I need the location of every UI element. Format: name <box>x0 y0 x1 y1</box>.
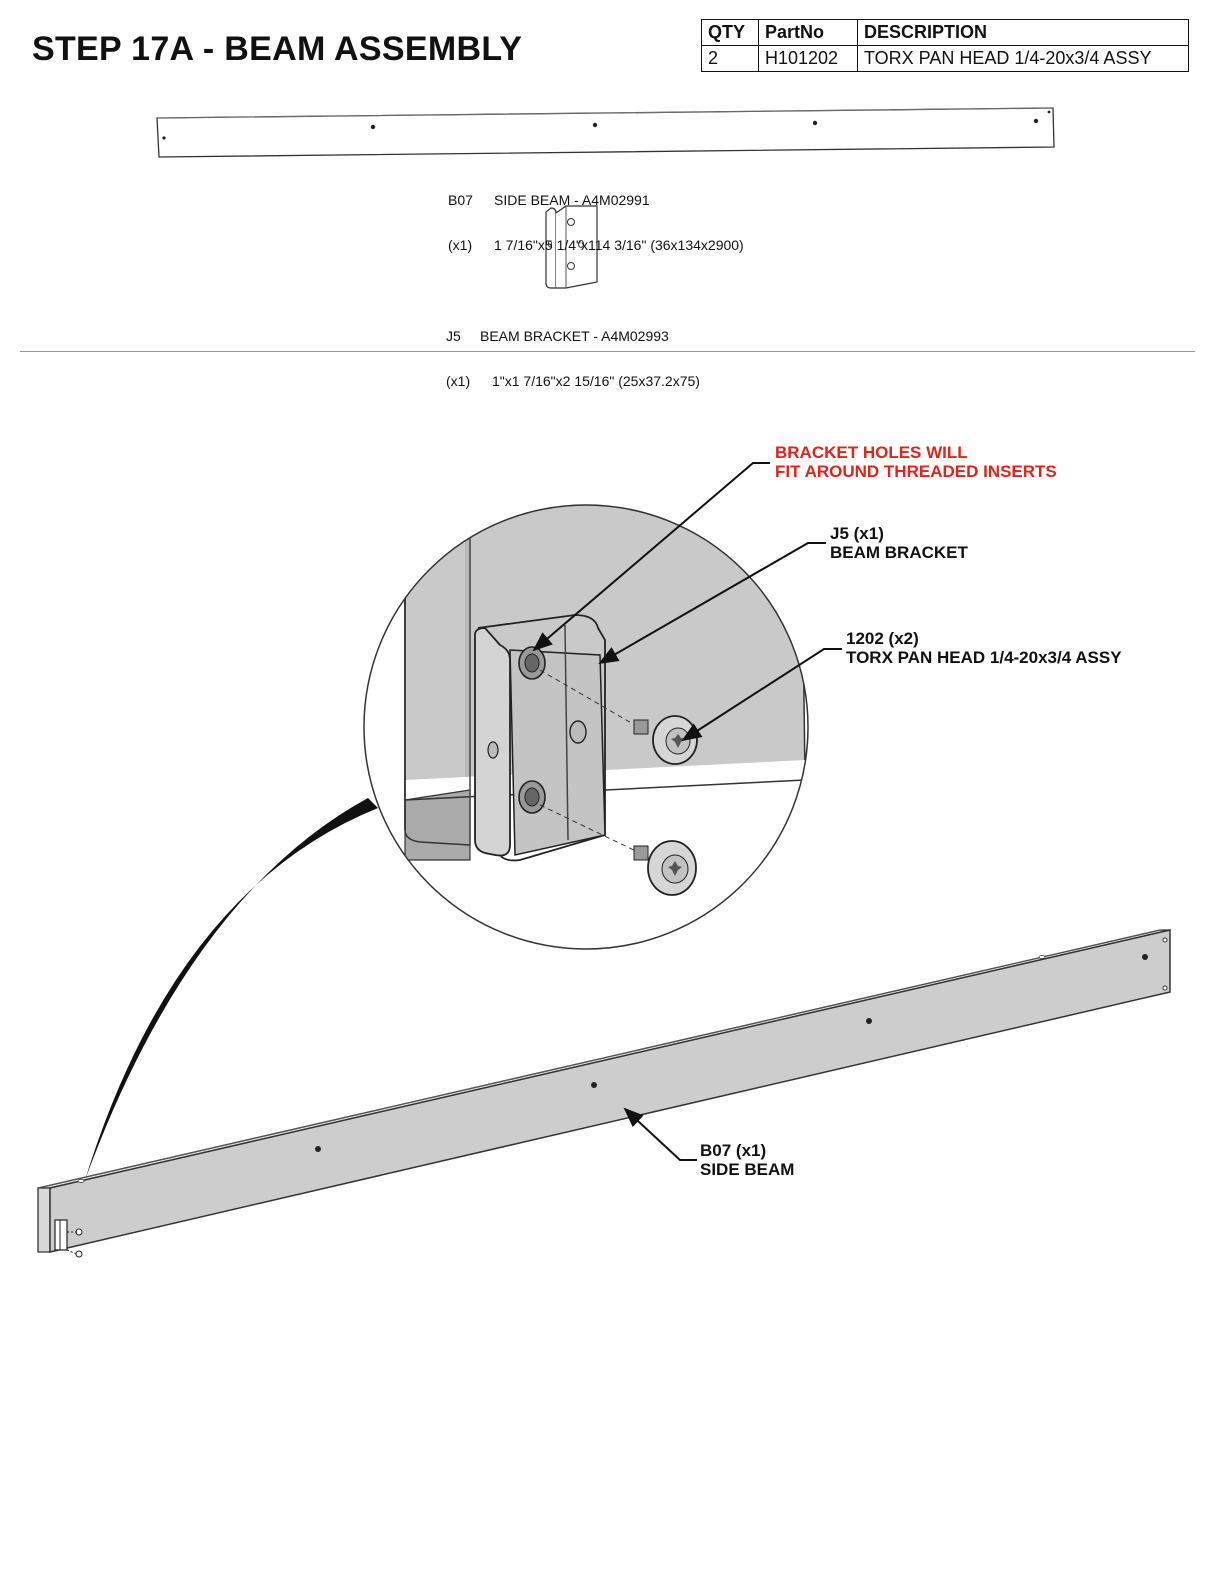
side-beam-part-label <box>448 163 744 268</box>
torx-screw-callout <box>846 629 1122 667</box>
part-qty: (x1) <box>448 237 473 253</box>
part-code: J5 <box>446 328 461 344</box>
partno-cell: H101202 <box>759 46 858 72</box>
bracket-callout-line-2: BEAM BRACKET <box>830 543 968 562</box>
qty-header: QTY <box>702 20 759 46</box>
partno-header: PartNo <box>759 20 858 46</box>
part-name: BEAM BRACKET - A4M02993 <box>480 328 669 344</box>
side-beam-callout <box>700 1141 794 1179</box>
detail-zoom-view <box>364 360 808 960</box>
part-code: B07 <box>448 192 473 208</box>
part-name: SIDE BEAM - A4M02991 <box>494 192 650 208</box>
description-cell: TORX PAN HEAD 1/4-20x3/4 ASSY <box>858 46 1189 72</box>
side-beam-main <box>38 930 1170 1257</box>
threaded-inserts-note <box>775 443 1057 481</box>
screw-callout-line-2: TORX PAN HEAD 1/4-20x3/4 ASSY <box>846 648 1122 667</box>
bracket-callout-line-1: J5 (x1) <box>830 524 884 543</box>
page-title: STEP 17A - BEAM ASSEMBLY <box>32 30 523 68</box>
beam-bracket-callout <box>830 524 968 562</box>
beam-callout-line-2: SIDE BEAM <box>700 1160 795 1179</box>
note-line-1: BRACKET HOLES WILL <box>775 443 968 462</box>
section-divider <box>20 351 1195 352</box>
side-beam-thumbnail <box>157 108 1054 157</box>
note-line-2: FIT AROUND THREADED INSERTS <box>775 462 1057 481</box>
qty-cell: 2 <box>702 46 759 72</box>
part-qty: (x1) <box>446 373 471 389</box>
part-dimensions: 1 7/16"x5 1/4"x114 3/16" (36x134x2900) <box>494 237 744 253</box>
screw-callout-line-1: 1202 (x2) <box>846 629 919 648</box>
part-dimensions: 1"x1 7/16"x2 15/16" (25x37.2x75) <box>492 373 700 389</box>
description-header: DESCRIPTION <box>858 20 1189 46</box>
beam-callout-line-1: B07 (x1) <box>700 1141 767 1160</box>
